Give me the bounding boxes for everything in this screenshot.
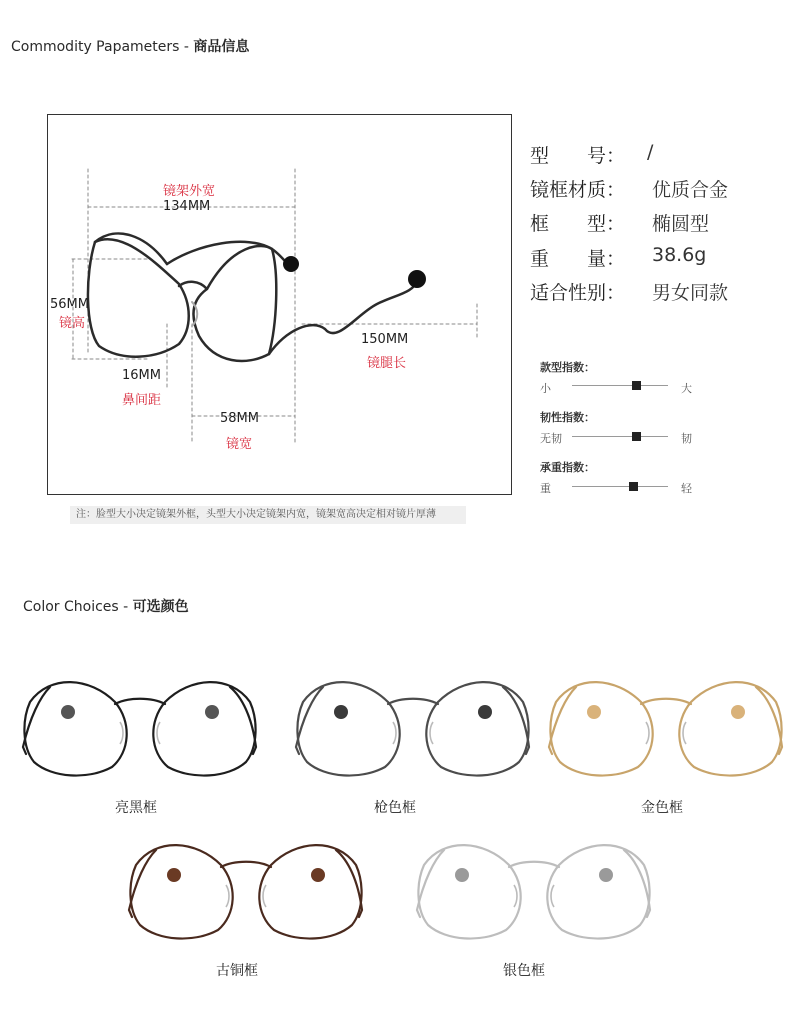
temple-ball-right xyxy=(205,705,219,719)
index-load-right: 轻 xyxy=(681,482,692,495)
params-section-title xyxy=(11,36,249,56)
glasses-drawing xyxy=(546,672,786,782)
lens-width-label: 镜宽 xyxy=(226,437,253,452)
params-title-separator: - xyxy=(179,39,194,55)
spec-gender-label: 适合性别： xyxy=(530,282,626,304)
lens-height-label: 镜高 xyxy=(59,316,86,331)
index-toughness-track xyxy=(572,436,668,437)
index-style-knob xyxy=(632,381,641,390)
sizing-note: 注：脸型大小决定镜架外框，头型大小决定镜架内宽，镜架宽高决定相对镜片厚薄 xyxy=(70,506,466,524)
index-toughness-title: 韧性指数： xyxy=(540,411,595,424)
spec-shape-value: 椭圆型 xyxy=(652,213,710,235)
index-load-title: 承重指数： xyxy=(540,461,595,474)
index-load-left: 重 xyxy=(540,482,551,495)
glasses-drawing xyxy=(20,672,260,782)
color-option-silver-label: 银色框 xyxy=(503,963,545,979)
color-option-gunmetal-image[interactable] xyxy=(293,672,533,782)
temple-ball-right xyxy=(478,705,492,719)
spec-material-value: 优质合金 xyxy=(652,179,729,201)
index-toughness-knob xyxy=(632,432,641,441)
spec-model-label: 型 号： xyxy=(530,145,626,167)
spec-weight-label: 重 量： xyxy=(530,248,626,270)
temple-label: 镜腿长 xyxy=(367,356,407,371)
index-style-left: 小 xyxy=(540,382,551,395)
color-option-gold-image[interactable] xyxy=(546,672,786,782)
glasses-drawing xyxy=(126,835,366,945)
index-toughness-left: 无韧 xyxy=(540,432,562,445)
spec-weight-value: 38.6g xyxy=(652,244,707,266)
color-option-silver-image[interactable] xyxy=(414,835,654,945)
colors-title-en: Color Choices xyxy=(23,599,119,615)
color-option-bronze-label: 古铜框 xyxy=(216,963,258,979)
params-title-zh: 商品信息 xyxy=(193,39,250,55)
color-option-gold-label: 金色框 xyxy=(641,800,683,816)
lens-height-value: 56MM xyxy=(50,297,89,312)
temple-value: 150MM xyxy=(361,332,409,347)
temple-ball-right xyxy=(731,705,745,719)
color-option-bronze-image[interactable] xyxy=(126,835,366,945)
color-option-black-label: 亮黑框 xyxy=(115,800,157,816)
bridge-value: 16MM xyxy=(122,368,161,383)
index-style-title: 款型指数： xyxy=(540,361,595,374)
temple-ball-left xyxy=(455,868,469,882)
frame-width-label: 镜架外宽 xyxy=(163,184,216,199)
colors-title-zh: 可选颜色 xyxy=(132,599,189,615)
spec-model-value: / xyxy=(647,141,654,163)
temple-ball-left xyxy=(334,705,348,719)
spec-material-label: 镜框材质： xyxy=(530,179,626,201)
color-option-black-image[interactable] xyxy=(20,672,260,782)
params-title-en: Commodity Papameters xyxy=(11,39,180,55)
glasses-drawing xyxy=(414,835,654,945)
temple-ball-left xyxy=(587,705,601,719)
colors-title-separator: - xyxy=(118,599,133,615)
glasses-drawing xyxy=(293,672,533,782)
index-style-right: 大 xyxy=(681,382,692,395)
index-style-track xyxy=(572,385,668,386)
spec-gender-value: 男女同款 xyxy=(652,282,729,304)
spec-shape-label: 框 型： xyxy=(530,213,626,235)
frame-width-value: 134MM xyxy=(163,199,211,214)
colors-section-title xyxy=(23,596,189,616)
dimension-glasses-drawing xyxy=(47,114,512,495)
index-toughness-right: 韧 xyxy=(681,432,692,445)
index-load-track xyxy=(572,486,668,487)
temple-ball-right xyxy=(311,868,325,882)
temple-ball-right xyxy=(599,868,613,882)
temple-ball-left xyxy=(167,868,181,882)
color-option-gunmetal-label: 枪色框 xyxy=(374,800,416,816)
bridge-label: 鼻间距 xyxy=(122,393,162,408)
temple-ball-left xyxy=(61,705,75,719)
lens-width-value: 58MM xyxy=(220,411,259,426)
index-load-knob xyxy=(629,482,638,491)
